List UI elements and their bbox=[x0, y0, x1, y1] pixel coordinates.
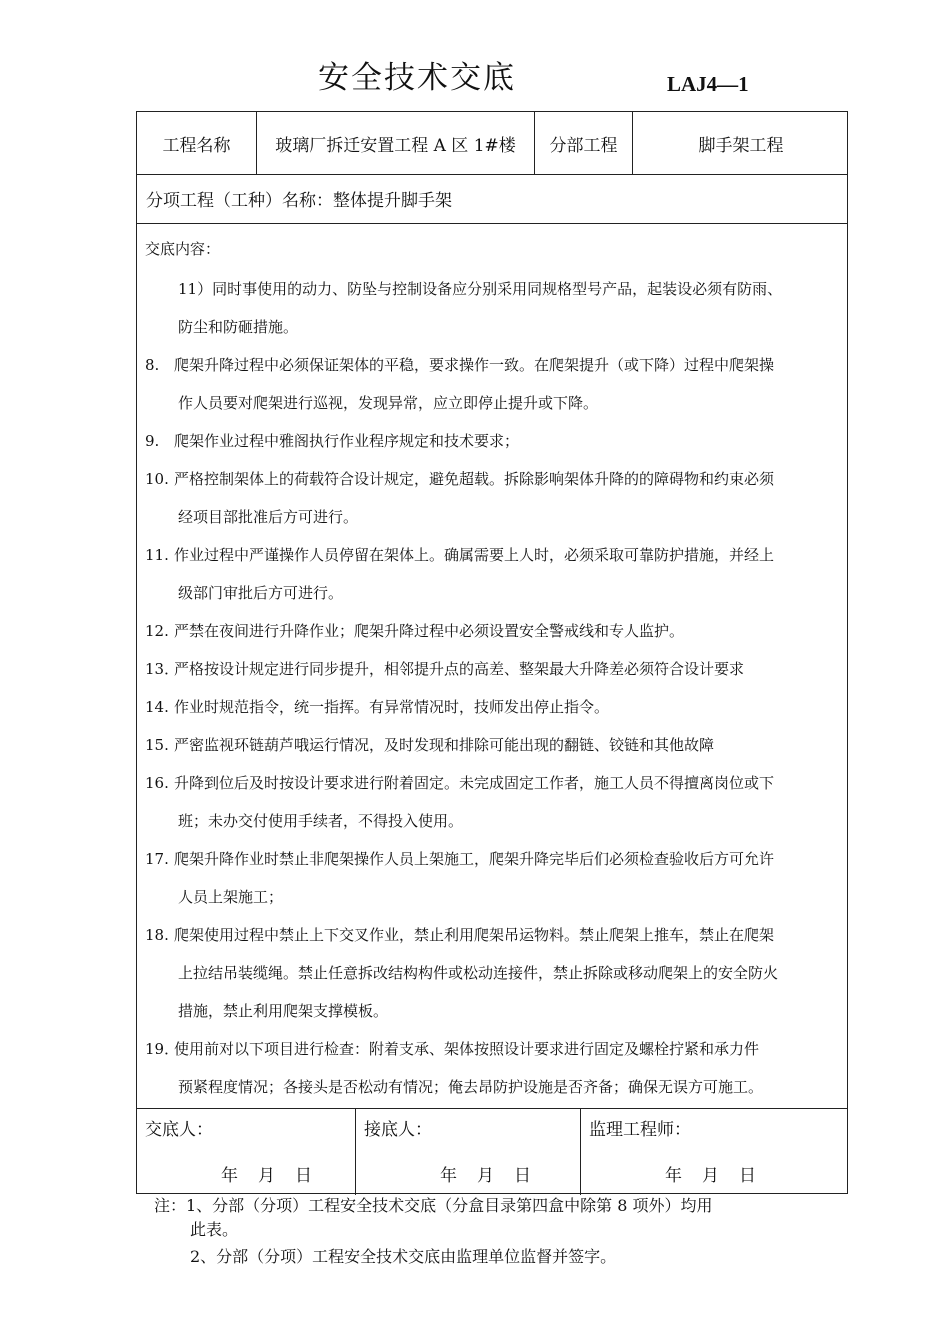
item-line: 严密监视环链葫芦哦运行情况，及时发现和排除可能出现的翻链、铰链和其他故障 bbox=[174, 736, 715, 754]
list-item bbox=[145, 688, 843, 726]
item-line: 爬架升降过程中必须保证架体的平稳，要求操作一致。在爬架提升（或下降）过程中爬架操 bbox=[174, 356, 775, 374]
note-1: 注：1、分部（分项）工程安全技术交底（分盒目录第四盒中除第 8 项外）均用 bbox=[154, 1196, 713, 1215]
item-text bbox=[145, 422, 843, 460]
item-line: 班；未办交付使用手续者，不得投入使用。 bbox=[178, 812, 464, 830]
list-item bbox=[145, 840, 843, 916]
list-item bbox=[145, 650, 843, 688]
content-label: 交底内容： bbox=[145, 240, 221, 258]
item-text bbox=[145, 650, 843, 688]
receiver-label: 接底人： bbox=[364, 1120, 432, 1140]
item-line: 级部门审批后方可进行。 bbox=[178, 584, 344, 602]
item-number: 17. bbox=[145, 850, 169, 868]
item-line: 11）同时事使用的动力、防坠与控制设备应分别采用同规格型号产品，起装设必须有防雨、 bbox=[178, 280, 783, 298]
item-number: 11. bbox=[145, 546, 169, 564]
item-line: 严格按设计规定进行同步提升，相邻提升点的高差、整架最大升降差必须符合设计要求 bbox=[174, 660, 745, 678]
item-text bbox=[145, 726, 843, 764]
item-line: 使用前对以下项目进行检查：附着支承、架体按照设计要求进行固定及螺栓拧紧和承力件 bbox=[174, 1040, 760, 1058]
item-text bbox=[145, 840, 843, 916]
content-list bbox=[145, 270, 843, 1106]
item-line: 爬架升降作业时禁止非爬架操作人员上架施工，爬架升降完毕后们必须检查验收后方可允许 bbox=[174, 850, 775, 868]
disclosure-form bbox=[136, 111, 848, 1194]
list-item bbox=[145, 916, 843, 1030]
item-number: 9. bbox=[145, 432, 160, 450]
item-text bbox=[145, 1030, 843, 1106]
list-item bbox=[145, 346, 843, 422]
item-text bbox=[145, 688, 843, 726]
item-number: 19． bbox=[145, 1040, 180, 1058]
item-number: 13． bbox=[145, 660, 180, 678]
item-line: 严禁在夜间进行升降作业；爬架升降过程中必须设置安全警戒线和专人监护。 bbox=[174, 622, 685, 640]
item-number: 14. bbox=[145, 698, 169, 716]
project-name-label: 工程名称 bbox=[137, 112, 257, 174]
item-text bbox=[170, 270, 843, 346]
item-line: 预紧程度情况；各接头是否松动有情况；俺去昂防护设施是否齐备；确保无误方可施工。 bbox=[178, 1078, 764, 1096]
item-line: 爬架使用过程中禁止上下交叉作业，禁止利用爬架吊运物料。禁止爬架上推车，禁止在爬架 bbox=[174, 926, 775, 944]
disclosure-content bbox=[137, 224, 847, 1109]
document-title: 安全技术交底 bbox=[318, 60, 516, 96]
item-line: 防尘和防砸措施。 bbox=[178, 318, 299, 336]
division-label: 分部工程 bbox=[535, 112, 633, 174]
list-item bbox=[145, 460, 843, 536]
item-text bbox=[145, 460, 843, 536]
list-item bbox=[145, 726, 843, 764]
item-line: 作业过程中严谨操作人员停留在架体上。确属需要上人时，必须采取可靠防护措施，并经上 bbox=[174, 546, 775, 564]
list-item bbox=[145, 764, 843, 840]
list-item bbox=[145, 270, 843, 346]
item-number: 12. bbox=[145, 622, 169, 640]
list-item bbox=[145, 536, 843, 612]
item-text bbox=[145, 536, 843, 612]
item-number: 10. bbox=[145, 470, 169, 488]
item-line: 上拉结吊装缆绳。禁止任意拆改结构构件或松动连接件，禁止拆除或移动爬架上的安全防火 bbox=[178, 964, 779, 982]
supervisor-date: 年 月 日 bbox=[665, 1166, 756, 1186]
item-line: 作人员要对爬架进行巡视，发现异常，应立即停止提升或下降。 bbox=[178, 394, 599, 412]
item-line: 升降到位后及时按设计要求进行附着固定。未完成固定工作者，施工人员不得擅离岗位或下 bbox=[174, 774, 775, 792]
item-number: 8. bbox=[145, 356, 160, 374]
note-1-continued: 此表。 bbox=[190, 1220, 239, 1239]
footnotes bbox=[154, 1194, 814, 1269]
supervisor-cell bbox=[581, 1109, 849, 1195]
subitem-row: 分项工程（工种）名称：整体提升脚手架 bbox=[137, 174, 847, 224]
project-name-value: 玻璃厂拆迁安置工程 A 区 1#楼 bbox=[257, 112, 535, 174]
discloser-date: 年 月 日 bbox=[221, 1166, 312, 1186]
form-code: LAJ4—1 bbox=[667, 72, 749, 96]
list-item bbox=[145, 612, 843, 650]
list-item bbox=[145, 1030, 843, 1106]
item-text bbox=[145, 764, 843, 840]
item-line: 爬架作业过程中雅阁执行作业程序规定和技术要求； bbox=[174, 432, 520, 450]
note-2: 2、分部（分项）工程安全技术交底由监理单位监督并签字。 bbox=[190, 1247, 617, 1266]
receiver-date: 年 月 日 bbox=[440, 1166, 531, 1186]
item-line: 经项目部批准后方可进行。 bbox=[178, 508, 359, 526]
item-line: 严格控制架体上的荷载符合设计规定，避免超载。拆除影响架体升降的的障碍物和约束必须 bbox=[174, 470, 775, 488]
item-text bbox=[145, 916, 843, 1030]
item-number: 16. bbox=[145, 774, 169, 792]
item-text bbox=[145, 612, 843, 650]
item-number: 18. bbox=[145, 926, 169, 944]
signature-row bbox=[137, 1109, 847, 1195]
discloser-cell bbox=[137, 1109, 356, 1195]
item-line: 措施，禁止利用爬架支撑模板。 bbox=[178, 1002, 389, 1020]
item-line: 人员上架施工； bbox=[178, 888, 284, 906]
item-line: 作业时规范指令，统一指挥。有异常情况时，技师发出停止指令。 bbox=[174, 698, 610, 716]
discloser-label: 交底人： bbox=[145, 1120, 213, 1140]
project-info-row bbox=[137, 112, 847, 175]
item-number: 15. bbox=[145, 736, 169, 754]
list-item bbox=[145, 422, 843, 460]
supervisor-label: 监理工程师： bbox=[589, 1120, 691, 1140]
division-value: 脚手架工程 bbox=[698, 135, 784, 156]
item-text bbox=[145, 346, 843, 422]
receiver-cell bbox=[356, 1109, 581, 1195]
